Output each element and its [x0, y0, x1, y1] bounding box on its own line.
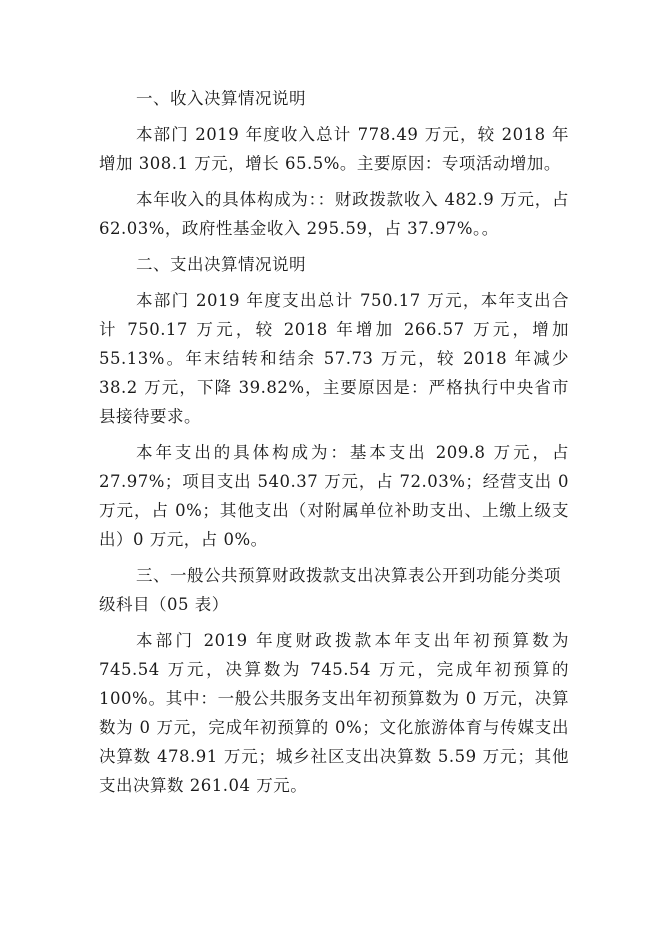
- section-heading-expenditure: 二、支出决算情况说明: [136, 255, 306, 274]
- income-composition-paragraph: 本年收入的具体构成为：：财政拨款收入 482.9 万元，占 62.03%，政府性基金收入 295.59，占 37.97%。。: [99, 190, 569, 238]
- section-heading-income: 一、收入决算情况说明: [136, 89, 306, 108]
- general-budget-paragraph: 本部门 2019 年度财政拨款本年支出年初预算数为 745.54 万元，决算数为 745.54 万元，完成年初预算的 100%。其中：一般公共服务支出年初预算数为 0 万元，决算数为 0 万元，完成年初预算的 0%；文化旅游体育与传媒支出决算数 478.91 万元；城乡社区支出决算数 5.59 万元；其他支出决算数 261.04 万元。: [99, 631, 569, 795]
- expenditure-composition-paragraph: 本年支出的具体构成为：基本支出 209.8 万元，占 27.97%；项目支出 540.37 万元，占 72.03%；经营支出 0 万元，占 0%；其他支出（对附属单位补助支出、上缴上级支出）0 万元，占 0%。: [99, 443, 569, 549]
- section-heading-general-budget: 三、一般公共预算财政拨款支出决算表公开到功能分类项级科目（05 表）: [99, 566, 561, 614]
- document-body: [99, 84, 569, 800]
- income-total-paragraph: 本部门 2019 年度收入总计 778.49 万元，较 2018 年增加 308.1 万元，增长 65.5%。主要原因：专项活动增加。: [99, 125, 569, 173]
- expenditure-total-paragraph: 本部门 2019 年度支出总计 750.17 万元，本年支出合计 750.17 万元，较 2018 年增加 266.57 万元，增加 55.13%。年末结转和结余 57.73 万元，较 2018 年减少 38.2 万元，下降 39.82%，主要原因是：严格执行中央省市县接待要求。: [99, 291, 569, 426]
